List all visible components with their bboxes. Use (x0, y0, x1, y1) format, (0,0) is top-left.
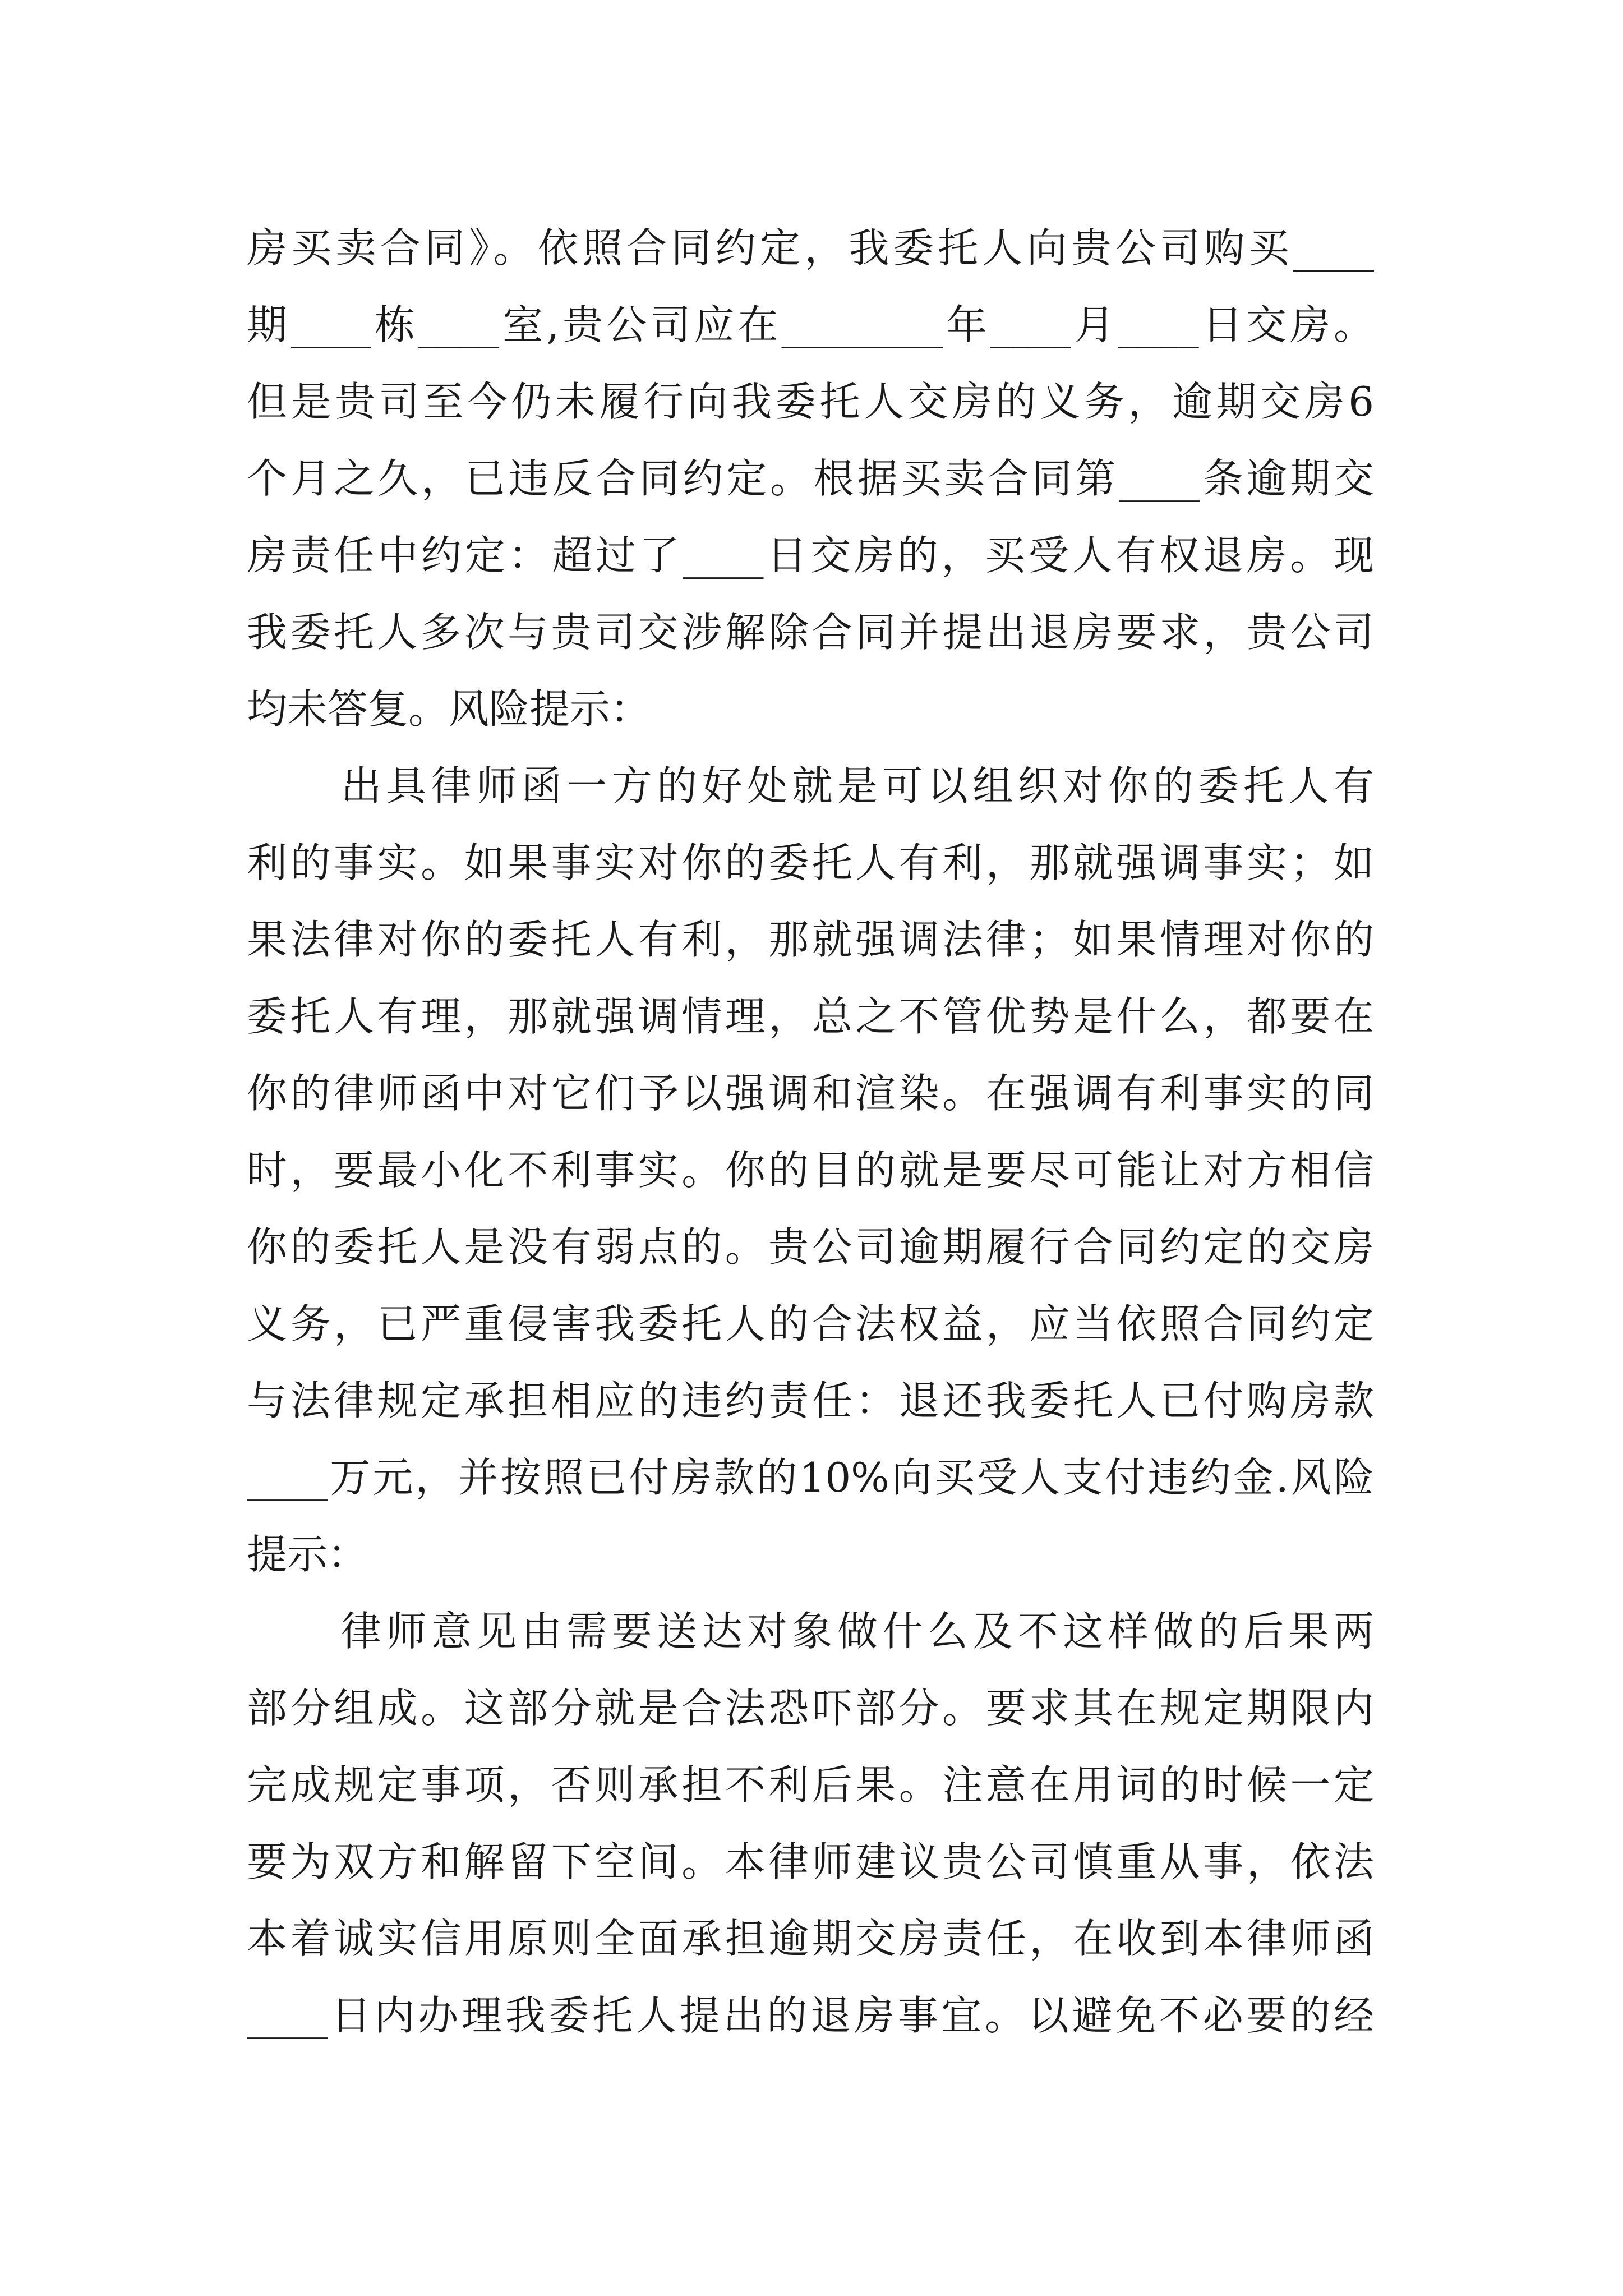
body-text-line: 时，要最小化不利事实。你的目的就是要尽可能让对方相信 (247, 1147, 1374, 1194)
body-text-line: 与法律规定承担相应的违约责任：退还我委托人已付购房款 (247, 1377, 1374, 1424)
body-text-line: 个月之久，已违反合同约定。根据买卖合同第____条逾期交 (247, 455, 1374, 502)
body-text-line: 期____栋____室,贵公司应在________年____月____日交房。 (247, 301, 1374, 348)
body-text-line: 果法律对你的委托人有利，那就强调法律；如果情理对你的 (247, 916, 1374, 963)
body-text-line: 均未答复。风险提示： (247, 685, 651, 733)
body-text-line: 要为双方和解留下空间。本律师建议贵公司慎重从事，依法 (247, 1838, 1374, 1885)
body-text-line: 委托人有理，那就强调情理，总之不管优势是什么，都要在 (247, 993, 1374, 1040)
body-text-line: ____日内办理我委托人提出的退房事宜。以避免不必要的经 (247, 1992, 1374, 2039)
body-text-line: 提示： (247, 1531, 368, 1578)
body-text-line: 利的事实。如果事实对你的委托人有利，那就强调事实；如 (247, 839, 1374, 886)
body-text-line: 我委托人多次与贵司交涉解除合同并提出退房要求，贵公司 (247, 609, 1374, 656)
body-text-line: 房买卖合同》。依照合同约定，我委托人向贵公司购买____ (247, 224, 1374, 272)
body-text-line: 房责任中约定：超过了____日交房的，买受人有权退房。现 (247, 532, 1374, 579)
body-text-line: 义务，已严重侵害我委托人的合法权益，应当依照合同约定 (247, 1300, 1374, 1347)
body-text-line: 部分组成。这部分就是合法恐吓部分。要求其在规定期限内 (247, 1685, 1374, 1732)
body-text-line: ____万元，并按照已付房款的10%向买受人支付违约金.风险 (247, 1454, 1374, 1501)
paragraph-first-line: 出具律师函一方的好处就是可以组织对你的委托人有 (341, 762, 1374, 809)
paragraph-first-line: 律师意见由需要送达对象做什么及不这样做的后果两 (341, 1608, 1374, 1655)
body-text-line: 但是贵司至今仍未履行向我委托人交房的义务，逾期交房6 (247, 378, 1374, 425)
body-text-line: 你的律师函中对它们予以强调和渲染。在强调有利事实的同 (247, 1070, 1374, 1117)
body-text-line: 你的委托人是没有弱点的。贵公司逾期履行合同约定的交房 (247, 1223, 1374, 1271)
body-text-line: 完成规定事项，否则承担不利后果。注意在用词的时候一定 (247, 1761, 1374, 1809)
body-text-line: 本着诚实信用原则全面承担逾期交房责任，在收到本律师函 (247, 1915, 1374, 1962)
